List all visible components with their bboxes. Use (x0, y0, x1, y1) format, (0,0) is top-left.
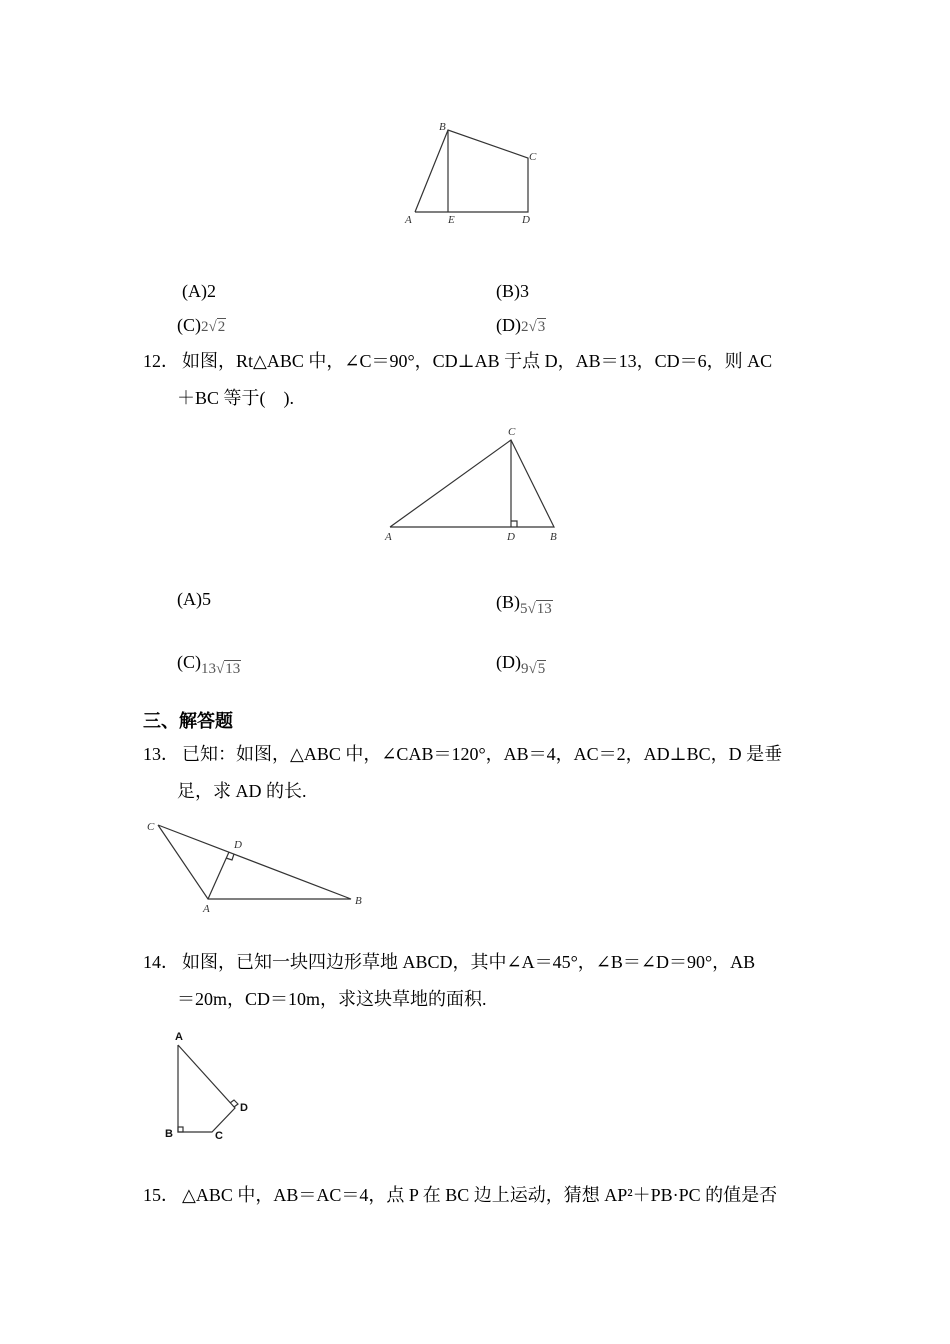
q11-option-d-label: (D) (496, 315, 521, 335)
fig13-label-d: D (234, 839, 242, 851)
q14-number: 14． (143, 952, 179, 972)
q13-text-line1: 已知：如图，△ABC 中，∠CAB＝120°，AB＝4，AC＝2，AD⊥BC，D 是垂 (182, 744, 783, 764)
fig14-label-b: B (165, 1128, 173, 1140)
q12-option-d (496, 648, 546, 680)
fig13-label-c: C (147, 821, 155, 833)
q12-option-c-radical: 13√13 (201, 661, 241, 677)
q15-text-line1: △ABC 中，AB＝AC＝4，点 P 在 BC 边上运动，猜想 AP²＋PB·PC 的值是否 (182, 1185, 778, 1205)
q12-option-b-label: (B) (496, 592, 520, 613)
fig11-label-d: D (522, 214, 530, 226)
q11-option-c-label: (C) (177, 315, 201, 335)
q12-number: 12． (143, 351, 179, 371)
q14-text-line1: 如图，已知一块四边形草地 ABCD，其中∠A＝45°，∠B＝∠D＝90°，AB (182, 952, 756, 972)
fig11-label-c: C (529, 151, 537, 163)
q12-option-d-label: (D) (496, 652, 521, 673)
q12-text-line2: ＋BC 等于( ). (177, 388, 294, 408)
fig13-label-a: A (203, 903, 210, 915)
fig14-label-a: A (175, 1031, 183, 1043)
q11-option-c-radical: 2√2 (201, 318, 226, 335)
q13-figure (140, 815, 375, 920)
fig14-label-c: C (215, 1130, 223, 1142)
q15-number: 15． (143, 1185, 179, 1205)
q14-figure (160, 1025, 260, 1145)
q12-option-a: (A)5 (177, 589, 211, 609)
fig13-label-b: B (355, 895, 362, 907)
q12-option-b-radical: 5√13 (520, 601, 552, 617)
q14-text-line2: ＝20m，CD＝10m，求这块草地的面积. (177, 989, 487, 1009)
q12-option-d-radical: 9√5 (521, 661, 546, 677)
fig11-label-a: A (405, 214, 412, 226)
fig12-label-c: C (508, 426, 516, 438)
q12-option-b (496, 588, 553, 620)
q11-option-c (177, 314, 226, 338)
fig11-label-b: B (439, 121, 446, 133)
q12-option-c-label: (C) (177, 652, 201, 673)
q11-option-b: (B)3 (496, 281, 529, 301)
section-heading: 三、解答题 (143, 711, 233, 732)
q13-text-line2: 足，求 AD 的长. (177, 781, 307, 801)
q11-option-a: (A)2 (182, 281, 216, 301)
q13-number: 13． (143, 744, 179, 764)
fig12-label-d: D (507, 531, 515, 543)
q11-option-d (496, 314, 546, 338)
fig12-label-a: A (385, 531, 392, 543)
fig12-label-b: B (550, 531, 557, 543)
fig14-label-d: D (240, 1102, 248, 1114)
q12-option-c (177, 648, 241, 680)
fig11-label-e: E (448, 214, 455, 226)
q12-figure (380, 422, 570, 547)
q12-text-line1: 如图，Rt△ABC 中，∠C＝90°，CD⊥AB 于点 D，AB＝13，CD＝6，则 AC (182, 351, 773, 371)
q11-figure (395, 115, 545, 230)
q11-option-d-radical: 2√3 (521, 318, 546, 335)
